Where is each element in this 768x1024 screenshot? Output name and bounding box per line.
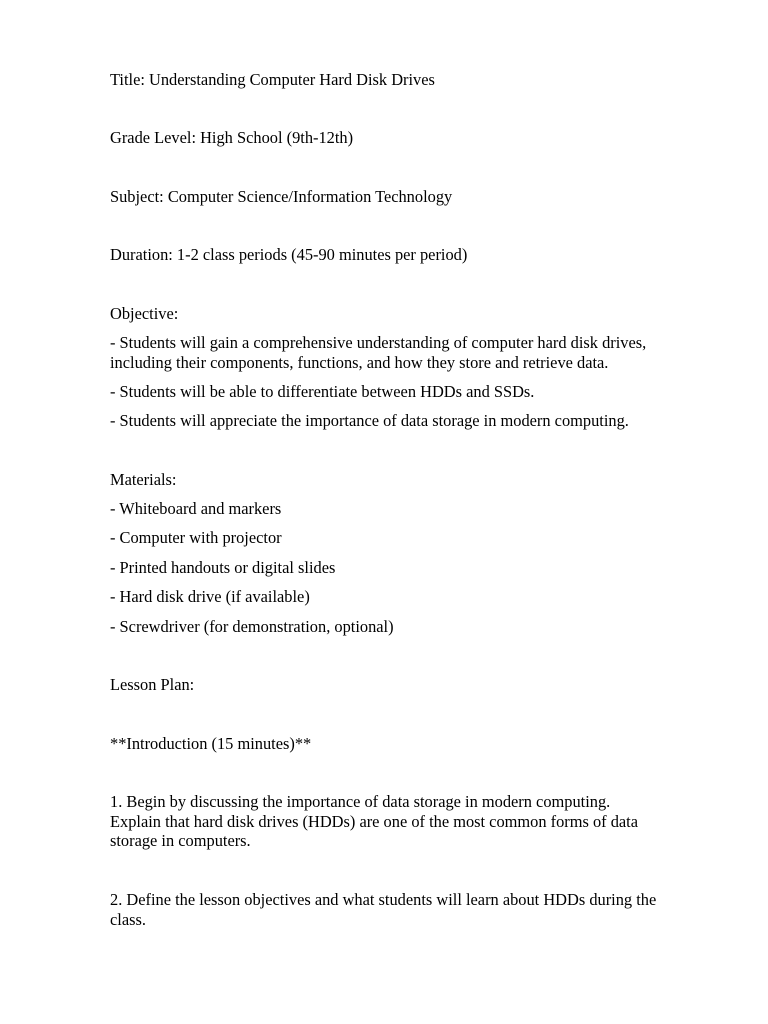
- materials-heading: Materials:: [110, 470, 177, 489]
- objective-heading: Objective:: [110, 304, 179, 323]
- introduction-heading: **Introduction (15 minutes)**: [110, 734, 312, 753]
- subject: Subject: Computer Science/Information Technology: [110, 187, 453, 206]
- step-2-line-1: 2. Define the lesson objectives and what students will learn about HDDs during the: [110, 890, 657, 909]
- step-2-line-2: class.: [110, 910, 146, 929]
- duration: Duration: 1-2 class periods (45-90 minutes per period): [110, 245, 468, 264]
- objective-item-3: - Students will appreciate the importance of data storage in modern computing.: [110, 411, 629, 430]
- materials-item: - Whiteboard and markers: [110, 499, 282, 518]
- materials-item: - Screwdriver (for demonstration, optional): [110, 617, 394, 636]
- materials-item: - Hard disk drive (if available): [110, 587, 310, 606]
- objective-item-1-line-1: - Students will gain a comprehensive understanding of computer hard disk drives,: [110, 333, 647, 352]
- step-1-line-3: storage in computers.: [110, 831, 251, 850]
- doc-title: Title: Understanding Computer Hard Disk Drives: [110, 70, 435, 89]
- lesson-plan-heading: Lesson Plan:: [110, 675, 195, 694]
- materials-item: - Printed handouts or digital slides: [110, 558, 336, 577]
- objective-item-2: - Students will be able to differentiate between HDDs and SSDs.: [110, 382, 535, 401]
- step-1-line-1: 1. Begin by discussing the importance of data storage in modern computing.: [110, 792, 611, 811]
- materials-item: - Computer with projector: [110, 528, 282, 547]
- grade-level: Grade Level: High School (9th-12th): [110, 128, 354, 147]
- step-1-line-2: Explain that hard disk drives (HDDs) are one of the most common forms of data: [110, 812, 639, 831]
- objective-item-1-line-2: including their components, functions, and how they store and retrieve data.: [110, 353, 609, 372]
